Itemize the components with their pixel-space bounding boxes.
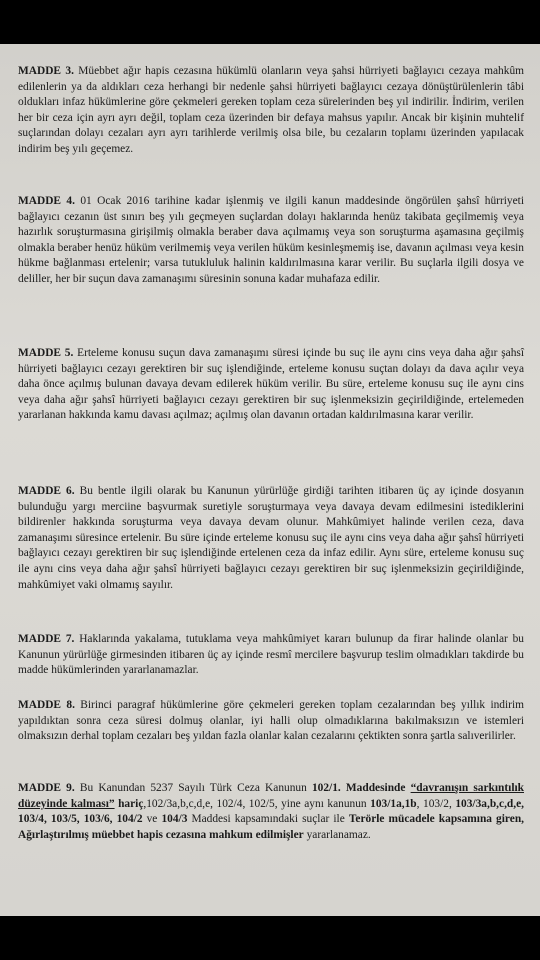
article-7 xyxy=(18,632,524,679)
article-9 xyxy=(18,781,524,843)
article-heading: MADDE 4. xyxy=(18,195,75,207)
article-heading: MADDE 5. xyxy=(18,347,74,359)
article-body: Birinci paragraf hükümlerine göre çekmeleri gereken toplam cezalarından beş yıllık indirim yapıldıktan sonra ceza süresi dolmuş olanlar, iyi halli olup olmadıklarına bakılmaksızın ve istemleri olmaksızın derhal toplam cezaları beş yıldan fazla olanlar kalan cezalarını çektikten sonra şartla salıverilirler. xyxy=(18,699,524,743)
article-heading: MADDE 7. xyxy=(18,633,75,645)
article-heading: MADDE 6. xyxy=(18,485,75,497)
article-text-bold: 103/1a,1b xyxy=(370,797,417,810)
article-body: Erteleme konusu suçun dava zamanaşımı süresi içinde bu suç ile aynı cins veya daha ağır şahsî hürriyeti bağlayıcı cezayı gerektiren bir suç işlendiğinde, erteleme konusu suçtan dolayı da dava açılır veya daha önce açılmış bulunan davaya devam edilerek hüküm verilir. Bu süre, erteleme konusu suç ile aynı cins veya daha ağır şahsî hürriyeti bağlayıcı cezayı gerektiren bir suç işlenmeksizin geçirildiğinde, ertelemeden yararlanan hakkında kamu davası açılmaz; açılmış olan davanın ortadan kaldırılmasına karar verilir. xyxy=(18,347,524,422)
article-4 xyxy=(18,194,524,288)
article-text: Maddesi kapsamındaki suçlar ile xyxy=(187,813,349,826)
article-text-bold: Terörle mücadele kapsamına giren, Ağırlaştırılmış müebbet hapis cezasına mahkum edilmişler xyxy=(18,813,524,841)
article-body: Haklarında yakalama, tutuklama veya mahkûmiyet kararı bulunup da firar halinde olanlar bu Kanunun yürürlüğe girmesinden itibaren üç ay içinde resmî mercilere başvurup teslim olmadıkları takdirde bu madde hükümlerinden yararlanamazlar. xyxy=(18,633,524,677)
article-text: Bu Kanundan 5237 Sayılı Türk Ceza Kanunun xyxy=(79,782,312,794)
article-text: ve xyxy=(142,813,162,826)
article-text-bold: 102/1. Maddesinde xyxy=(311,782,406,794)
article-text: ,102/3a,b,c,d,e, 102/4, 102/5, yine aynı kanunun xyxy=(143,797,371,810)
article-text-bold: 104/3 xyxy=(161,813,188,826)
article-5 xyxy=(18,346,524,424)
article-text-bold: 103/3a,b,c,d,e, 103/4, 103/5, 103/6, 104/2 xyxy=(18,797,525,826)
article-3 xyxy=(18,64,524,158)
article-text: yararlanamaz. xyxy=(303,828,371,841)
article-heading: MADDE 9. xyxy=(18,782,75,794)
quoted-exception: “davranışın sarkıntılık düzeyinde kalması” xyxy=(18,782,524,810)
article-8 xyxy=(18,698,524,745)
article-text: , 103/2, xyxy=(416,797,456,810)
article-body: Müebbet ağır hapis cezasına hükümlü olanların veya şahsi hürriyeti bağlayıcı cezaya mahkûm edilenlerin ya da aldıkları ceza herhangi bir nedenle şahsi hürriyeti bağlayıcı cezaya dönüştürülenlerin tâbi oldukları infaz hükümlerine göre çekmeleri gereken toplam ceza sürelerinden beş yıl indirilir. İndirim, verilen her bir ceza için ayrı ayrı değil, toplam ceza üzerinden bir defaya mahsus yapılır. Ancak bir kişinin muhtelif suçlarından dolayı cezaları ayrı ayrı tarihlerde verilmiş olsa bile, bu cezaların toplamı üzerinden yapılacak indirim beş yılı geçemez. xyxy=(18,65,524,155)
article-heading: MADDE 8. xyxy=(18,699,75,711)
article-body: 01 Ocak 2016 tarihine kadar işlenmiş ve ilgili kanun maddesinde öngörülen şahsî hürriyeti bağlayıcı cezanın üst sınırı beş yılı geçmeyen suçlardan dolayı haklarında henüz takibata geçilmemiş veya hazırlık soruşturmasına girişilmiş olmakla beraber dava açılmamış veya son soruşturma aşamasına geçilmiş olmakla beraber henüz hüküm verilmemiş veya verilen hüküm kesinleşmemiş ise, davanın açılması veya kesin hükme bağlanması ertelenir; varsa tutukluluk halinin kaldırılmasına karar verilir. Bu suçlarla ilgili dosya ve deliller, her bir suçun dava zamanaşımı süresinin sonuna kadar muhafaza edilir. xyxy=(18,195,524,285)
article-6 xyxy=(18,484,524,593)
article-text-bold: hariç xyxy=(114,797,144,810)
article-body: Bu bentle ilgili olarak bu Kanunun yürürlüğe girdiği tarihten itibaren üç ay içinde dosyanın bulunduğu yargı merciine başvurmak suretiyle soruşturmaya veya davaya devam edilmesini istediklerini bildirenler hakkında soruşturma veya davaya devam olunur. Mahkûmiyet halinde verilen ceza, dava zamanaşımı süresince ertelenir. Bu süre içinde erteleme konusu suç ile aynı cins veya daha ağır şahsî hürriyeti bağlayıcı cezayı gerektiren bir suç işlendiğinde ertelenen ceza da infaz edilir. Aynı süre, erteleme konusu suç ile aynı cins veya daha ağır şahsî hürriyeti bağlayıcı cezayı gerektiren bir suç işlenmeksizin geçirildiğinde, mahkûmiyet vaki olmamış sayılır. xyxy=(18,485,524,591)
article-heading: MADDE 3. xyxy=(18,65,74,77)
document-page xyxy=(0,44,540,916)
